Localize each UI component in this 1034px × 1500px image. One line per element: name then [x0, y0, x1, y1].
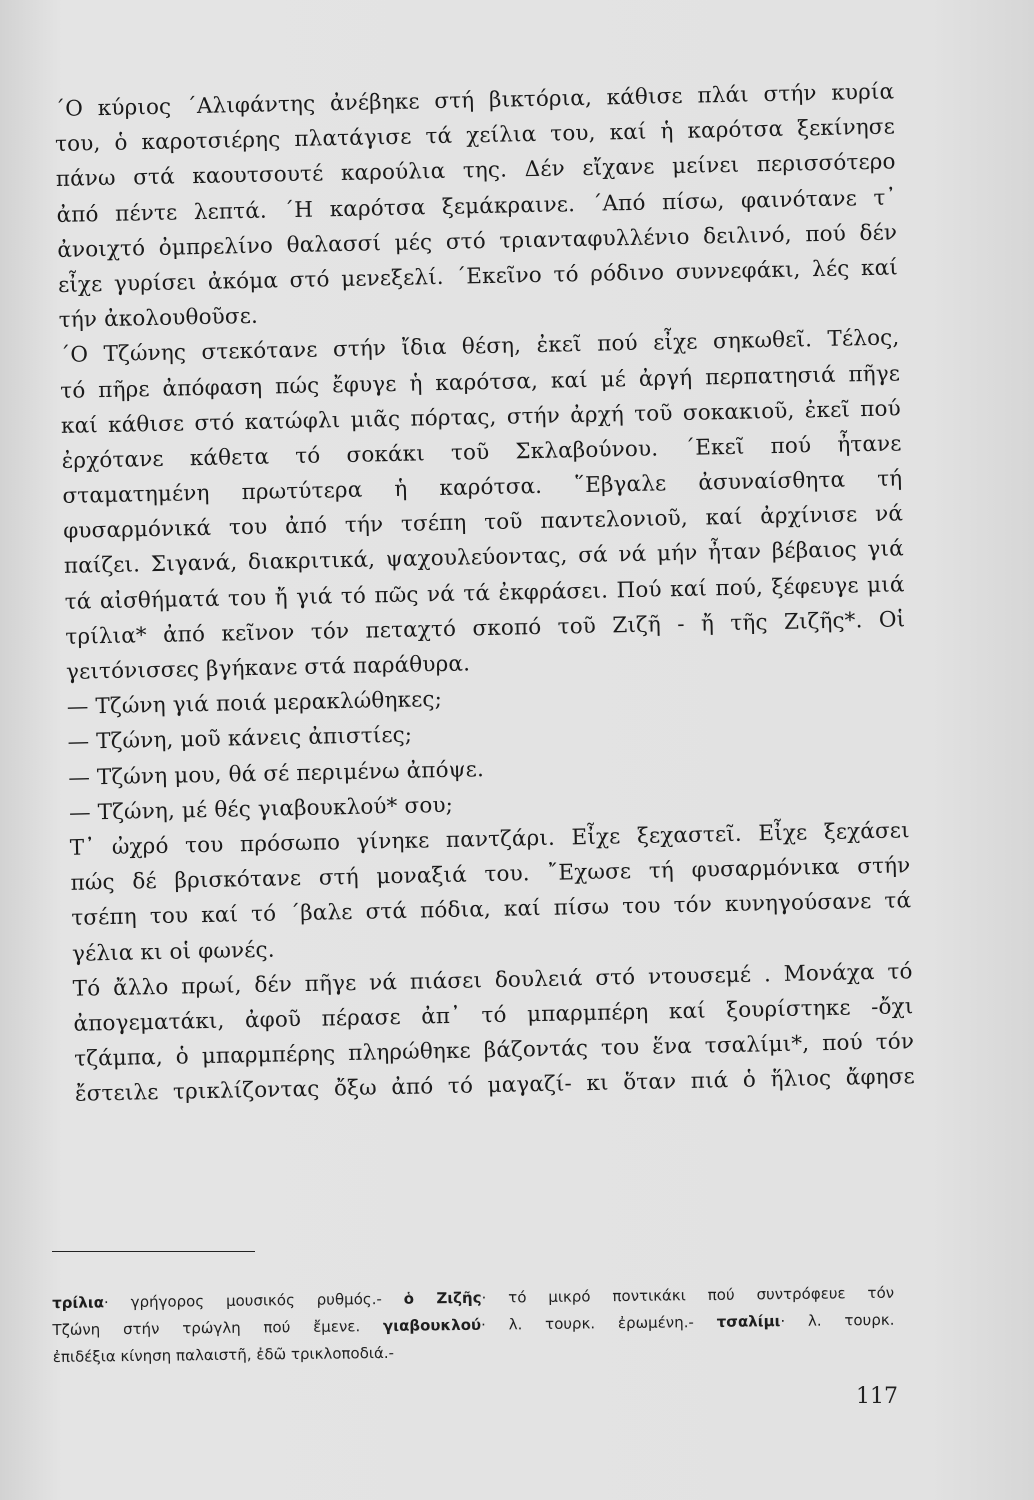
footnote-definition: · λ. τουρκ. [780, 1310, 895, 1331]
page-number: 117 [856, 1384, 898, 1409]
text-line: εἶχε γυρίσει ἀκόμα στό μενεξελί. ΄Εκεῖνο τό ρόδινο συννεφάκι, λές καί [57, 255, 899, 298]
text-line: ΄Ο κύριος ΄Αλιφάντης ἀνέβηκε στή βικτόρια, κάθισε πλάι στήν κυρία [54, 79, 895, 122]
text-line: τά αἰσθήματά του ἤ γιά τό πῶς νά τά ἐκφράσει. Πού καί πού, ξέφευγε μιά [64, 571, 905, 615]
footnote-term: ὁ Ζιζῆς [403, 1288, 482, 1308]
text-line: Τ᾽ ὠχρό του πρόσωπο γίνηκε παντζάρι. Εἶχε ξεχαστεῖ. Εἶχε ξεχάσει [69, 818, 910, 861]
text-line: γειτόνισσες βγήκανε στά παράθυρα. [65, 651, 471, 685]
footnote-line: ἐπιδέξια κίνηση παλαιστῆ, ἐδῶ τρικλοποδιά.- [52, 1343, 395, 1366]
text-line: τό πῆρε ἀπόφαση πώς ἔφυγε ἡ καρότσα, καί μέ ἀργή περπατησιά πῆγε [60, 360, 901, 404]
footnote-term: τρίλια [52, 1293, 105, 1312]
text-line: ἀπογεματάκι, ἀφοῦ πέρασε ἀπ᾽ τό μπαρμπέρη καί ξουρίστηκε -ὄχι [73, 994, 914, 1037]
text-line: του, ὁ καροτσιέρης πλατάγισε τά χείλια του, καί ἡ καρότσα ξεκίνησε [54, 114, 896, 158]
footnote-definition: · τό μικρό ποντικάκι πού συντρόφευε τόν [481, 1283, 895, 1307]
dialogue-line: — Τζώνη, μοῦ κάνεις ἀπιστίες; [67, 723, 413, 756]
footnote-definition: Τζώνη στήν τρώγλη πού ἔμενε. [52, 1316, 384, 1339]
text-line: τήν ἀκολουθοῦσε. [58, 303, 259, 334]
footnote-divider [52, 1251, 255, 1252]
footnote-term: τσαλίμι [716, 1312, 781, 1331]
text-line: τσέπη του καί τό ΄βαλε στά πόδια, καί πίσω του τόν κυνηγούσανε τά [71, 888, 912, 932]
text-line: πώς δέ βρισκότανε στή μοναξιά του. ῎Εχωσε τή φυσαρμόνικα στήν [70, 853, 911, 896]
text-line: ἐρχότανε κάθετα τό σοκάκι τοῦ Σκλαβούνου. ΄Εκεῖ πού ἦτανε [61, 431, 902, 474]
text-line: σταματημένη πρωτύτερα ἡ καρότσα. ῞Εβγαλε ἀσυναίσθητα τή [62, 466, 903, 509]
dialogue-line: — Τζώνη, μέ θές γιαβουκλού* σου; [68, 792, 454, 826]
text-line: ἔστειλε τρικλίζοντας ὄξω ἀπό τό μαγαζί- κι ὅταν πιά ὁ ἥλιος ἄφησε [74, 1064, 916, 1108]
text-line: ἀπό πέντε λεπτά. ΄Η καρότσα ξεμάκραινε. ΄Από πίσω, φαινότανε τ᾽ [56, 184, 897, 228]
text-line: τζάμπα, ὁ μπαρμπέρης πληρώθηκε βάζοντάς του ἕνα τσαλίμι*, πού τόν [74, 1029, 915, 1072]
text-line: καί κάθισε στό κατώφλι μιᾶς πόρτας, στήν ἀρχή τοῦ σοκακιοῦ, ἐκεῖ πού [60, 396, 902, 439]
text-line: πάνω στά καουτσουτέ καρούλια της. Δέν εἴχανε μείνει περισσότερο [55, 149, 896, 193]
text-line: ΄Ο Τζώνης στεκότανε στήν ἴδια θέση, ἐκεῖ πού εἶχε σηκωθεῖ. Τέλος, [59, 325, 900, 369]
text-line: γέλια κι οἱ φωνές. [71, 937, 275, 967]
dialogue-line: — Τζώνη μου, θά σέ περιμένω ἀπόψε. [68, 756, 485, 791]
dialogue-line: — Τζώνη γιά ποιά μερακλώθηκες; [66, 687, 443, 721]
footnotes [52, 1280, 895, 1371]
text-line: τρίλια* ἀπό κεῖνον τόν πεταχτό σκοπό τοῦ Ζιζῆ - ἤ τῆς Ζιζῆς*. Οἱ [65, 607, 906, 650]
footnote-definition: · λ. τουρκ. ἐρωμένη.- [480, 1312, 717, 1334]
footnote-definition: · γρήγορος μουσικός ρυθμός.- [103, 1289, 404, 1312]
main-text [54, 74, 915, 1112]
text-line: παίζει. Σιγανά, διακριτικά, ψαχουλεύοντας, σά νά μήν ἦταν βέβαιος γιά [63, 536, 905, 580]
text-line: φυσαρμόνικά του ἀπό τήν τσέπη τοῦ παντελονιοῦ, καί ἀρχίνισε νά [62, 501, 904, 545]
text-line: ἀνοιχτό ὀμπρελίνο θαλασσί μές στό τριανταφυλλένιο δειλινό, πού δέν [57, 220, 898, 263]
text-line: Τό ἄλλο πρωί, δέν πῆγε νά πιάσει δουλειά στό ντουσεμέ . Μονάχα τό [72, 958, 913, 1002]
footnote-term: γιαβουκλού [382, 1315, 482, 1335]
